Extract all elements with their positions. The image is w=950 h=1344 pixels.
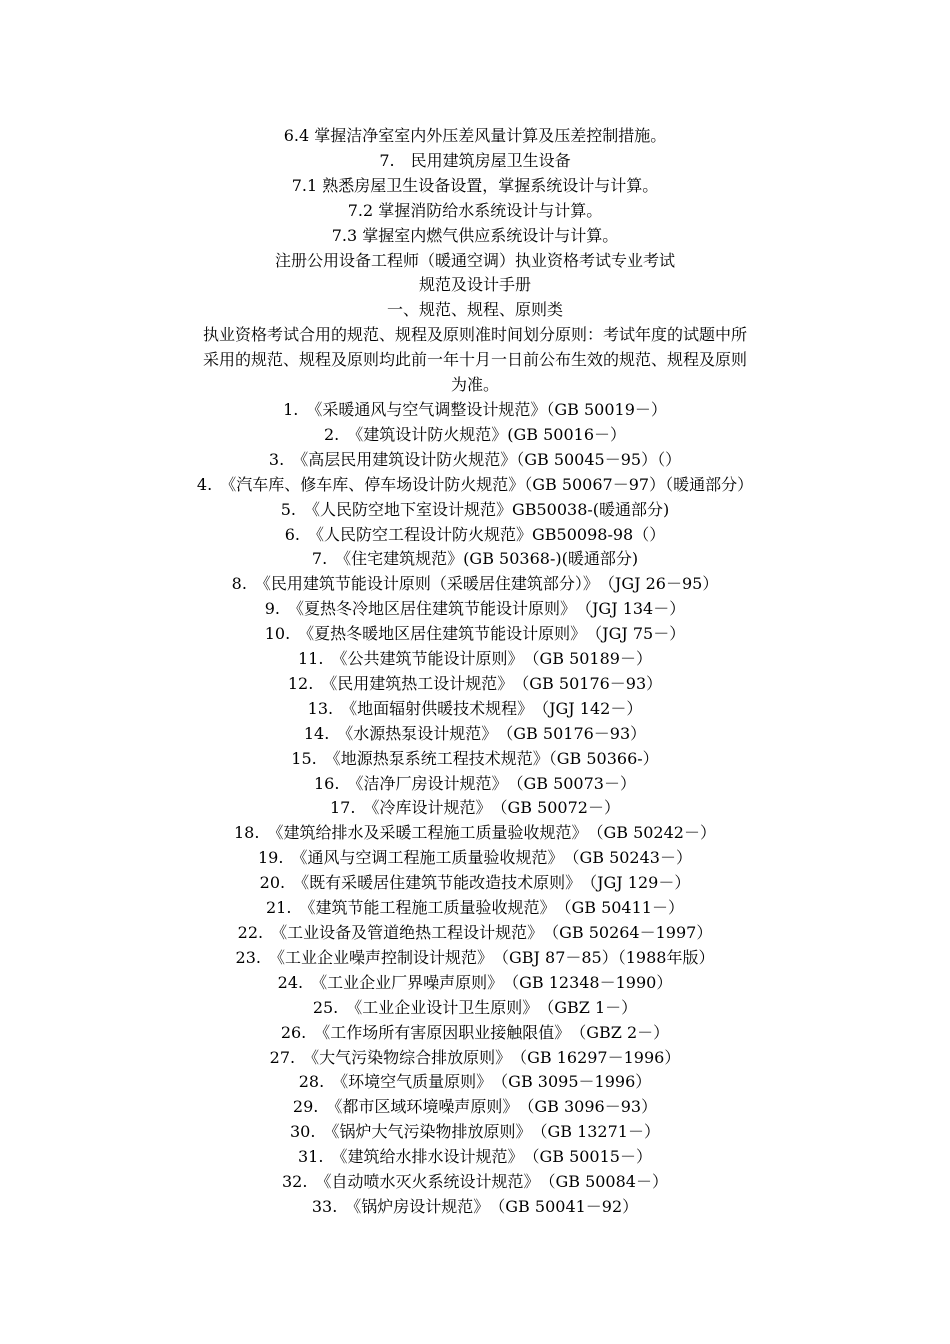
standard-item: 20. 《既有采暖居住建筑节能改造技术原则》 （JGJ 129－） [259, 873, 691, 893]
standard-item: 24. 《工业企业厂界噪声原则》 （GB 12348－1990） [277, 972, 673, 992]
standard-item: 12. 《民用建筑热工设计规范》 （GB 50176－93） [287, 673, 663, 693]
standard-item: 32. 《自动喷水灭火系统设计规范》 （GB 50084－） [282, 1172, 668, 1192]
exam-title: 注册公用设备工程师（暖通空调）执业资格考试专业考试 [274, 250, 675, 270]
standard-item: 33. 《锅炉房设计规范》 （GB 50041－92） [311, 1196, 639, 1216]
standard-item: 7. 《住宅建筑规范》(GB 50368-)(暖通部分) [311, 549, 639, 569]
standard-item: 22. 《工业设备及管道绝热工程设计规范》 （GB 50264－1997） [237, 923, 713, 942]
standard-item: 28. 《环境空气质量原则》 （GB 3095－1996） [298, 1072, 652, 1092]
paragraph-line: 采用的规范、规程及原则均此前一年十月一日前公布生效的规范、规程及原则 [202, 350, 747, 370]
section-7-3-line: 7.3 掌握室内燃气供应系统设计与计算。 [331, 225, 619, 245]
standard-item: 5. 《人民防空地下室设计规范》GB50038-(暖通部分) [280, 499, 670, 519]
section-7-2-line: 7.2 掌握消防给水系统设计与计算。 [347, 200, 603, 220]
standard-item: 6. 《人民防空工程设计防火规范》GB50098-98（） [284, 524, 666, 544]
standard-item: 1. 《采暖通风与空气调整设计规范》（GB 50019－） [283, 399, 667, 419]
standard-item: 11. 《公共建筑节能设计原则》 （GB 50189－） [298, 649, 652, 669]
document-page [140, 124, 810, 1220]
standard-item: 13. 《地面辐射供暖技术规程》 （JGJ 142－） [307, 698, 643, 718]
standard-item: 2. 《建筑设计防火规范》(GB 50016－） [323, 424, 627, 444]
standard-item: 25. 《工业企业设计卫生原则》 （GBZ 1－） [312, 997, 638, 1017]
standard-item: 30. 《锅炉大气污染物排放原则》 （GB 13271－） [290, 1122, 660, 1142]
section-7-heading: 7. 民用建筑房屋卫生设备 [379, 150, 571, 170]
standard-item: 31. 《建筑给水排水设计规范》 （GB 50015－） [298, 1147, 652, 1167]
standard-item: 4. 《汽车库、修车库、停车场设计防火规范》（GB 50067－97）（暖通部分） [196, 474, 754, 494]
standard-item: 26. 《工作场所有害原因职业接触限值》 （GBZ 2－） [280, 1022, 670, 1042]
standard-item: 10. 《夏热冬暖地区居住建筑节能设计原则》 （JGJ 75－） [264, 624, 686, 644]
standard-item: 15. 《地源热泵系统工程技术规范》（GB 50366-） [291, 748, 659, 768]
standard-item: 19. 《通风与空调工程施工质量验收规范》 （GB 50243－） [258, 848, 692, 868]
paragraph-line: 为准。 [450, 375, 499, 395]
section-7-1-line: 7.1 熟悉房屋卫生设备设置，掌握系统设计与计算。 [291, 175, 659, 195]
standards-list [140, 398, 810, 1220]
standard-item: 17. 《冷库设计规范》 （GB 50072－） [330, 798, 620, 818]
standard-item: 18. 《建筑给排水及采暖工程施工质量验收规范》 （GB 50242－） [234, 823, 716, 843]
intro-section [140, 124, 810, 323]
paragraph-line: 执业资格考试合用的规范、规程及原则准时间划分原则：考试年度的试题中所 [202, 325, 747, 345]
time-division-paragraph [140, 323, 810, 398]
standard-item: 8. 《民用建筑节能设计原则（采暖居住建筑部分）》 （JGJ 26－95） [231, 574, 719, 594]
standard-item: 16. 《洁净厂房设计规范》 （GB 50073－） [314, 773, 636, 793]
standard-item: 27. 《大气污染物综合排放原则》 （GB 16297－1996） [269, 1047, 681, 1067]
section-6-4-line: 6.4 掌握洁净室室内外压差风量计算及压差控制措施。 [283, 126, 667, 145]
standard-item: 3. 《高层民用建筑设计防火规范》（GB 50045－95）（） [268, 449, 682, 469]
exam-subtitle: 规范及设计手册 [418, 275, 531, 295]
standard-item: 14. 《水源热泵设计规范》 （GB 50176－93） [303, 723, 647, 743]
standard-item: 21. 《建筑节能工程施工质量验收规范》 （GB 50411－） [266, 898, 684, 918]
category-heading: 一、规范、规程、原则类 [386, 300, 563, 320]
standard-item: 29. 《都市区域环境噪声原则》 （GB 3096－93） [292, 1097, 658, 1117]
standard-item: 9. 《夏热冬冷地区居住建筑节能设计原则》 （JGJ 134－） [264, 599, 686, 619]
standard-item: 23. 《工业企业噪声控制设计规范》 （GBJ 87－85）（1988年版） [235, 947, 715, 967]
